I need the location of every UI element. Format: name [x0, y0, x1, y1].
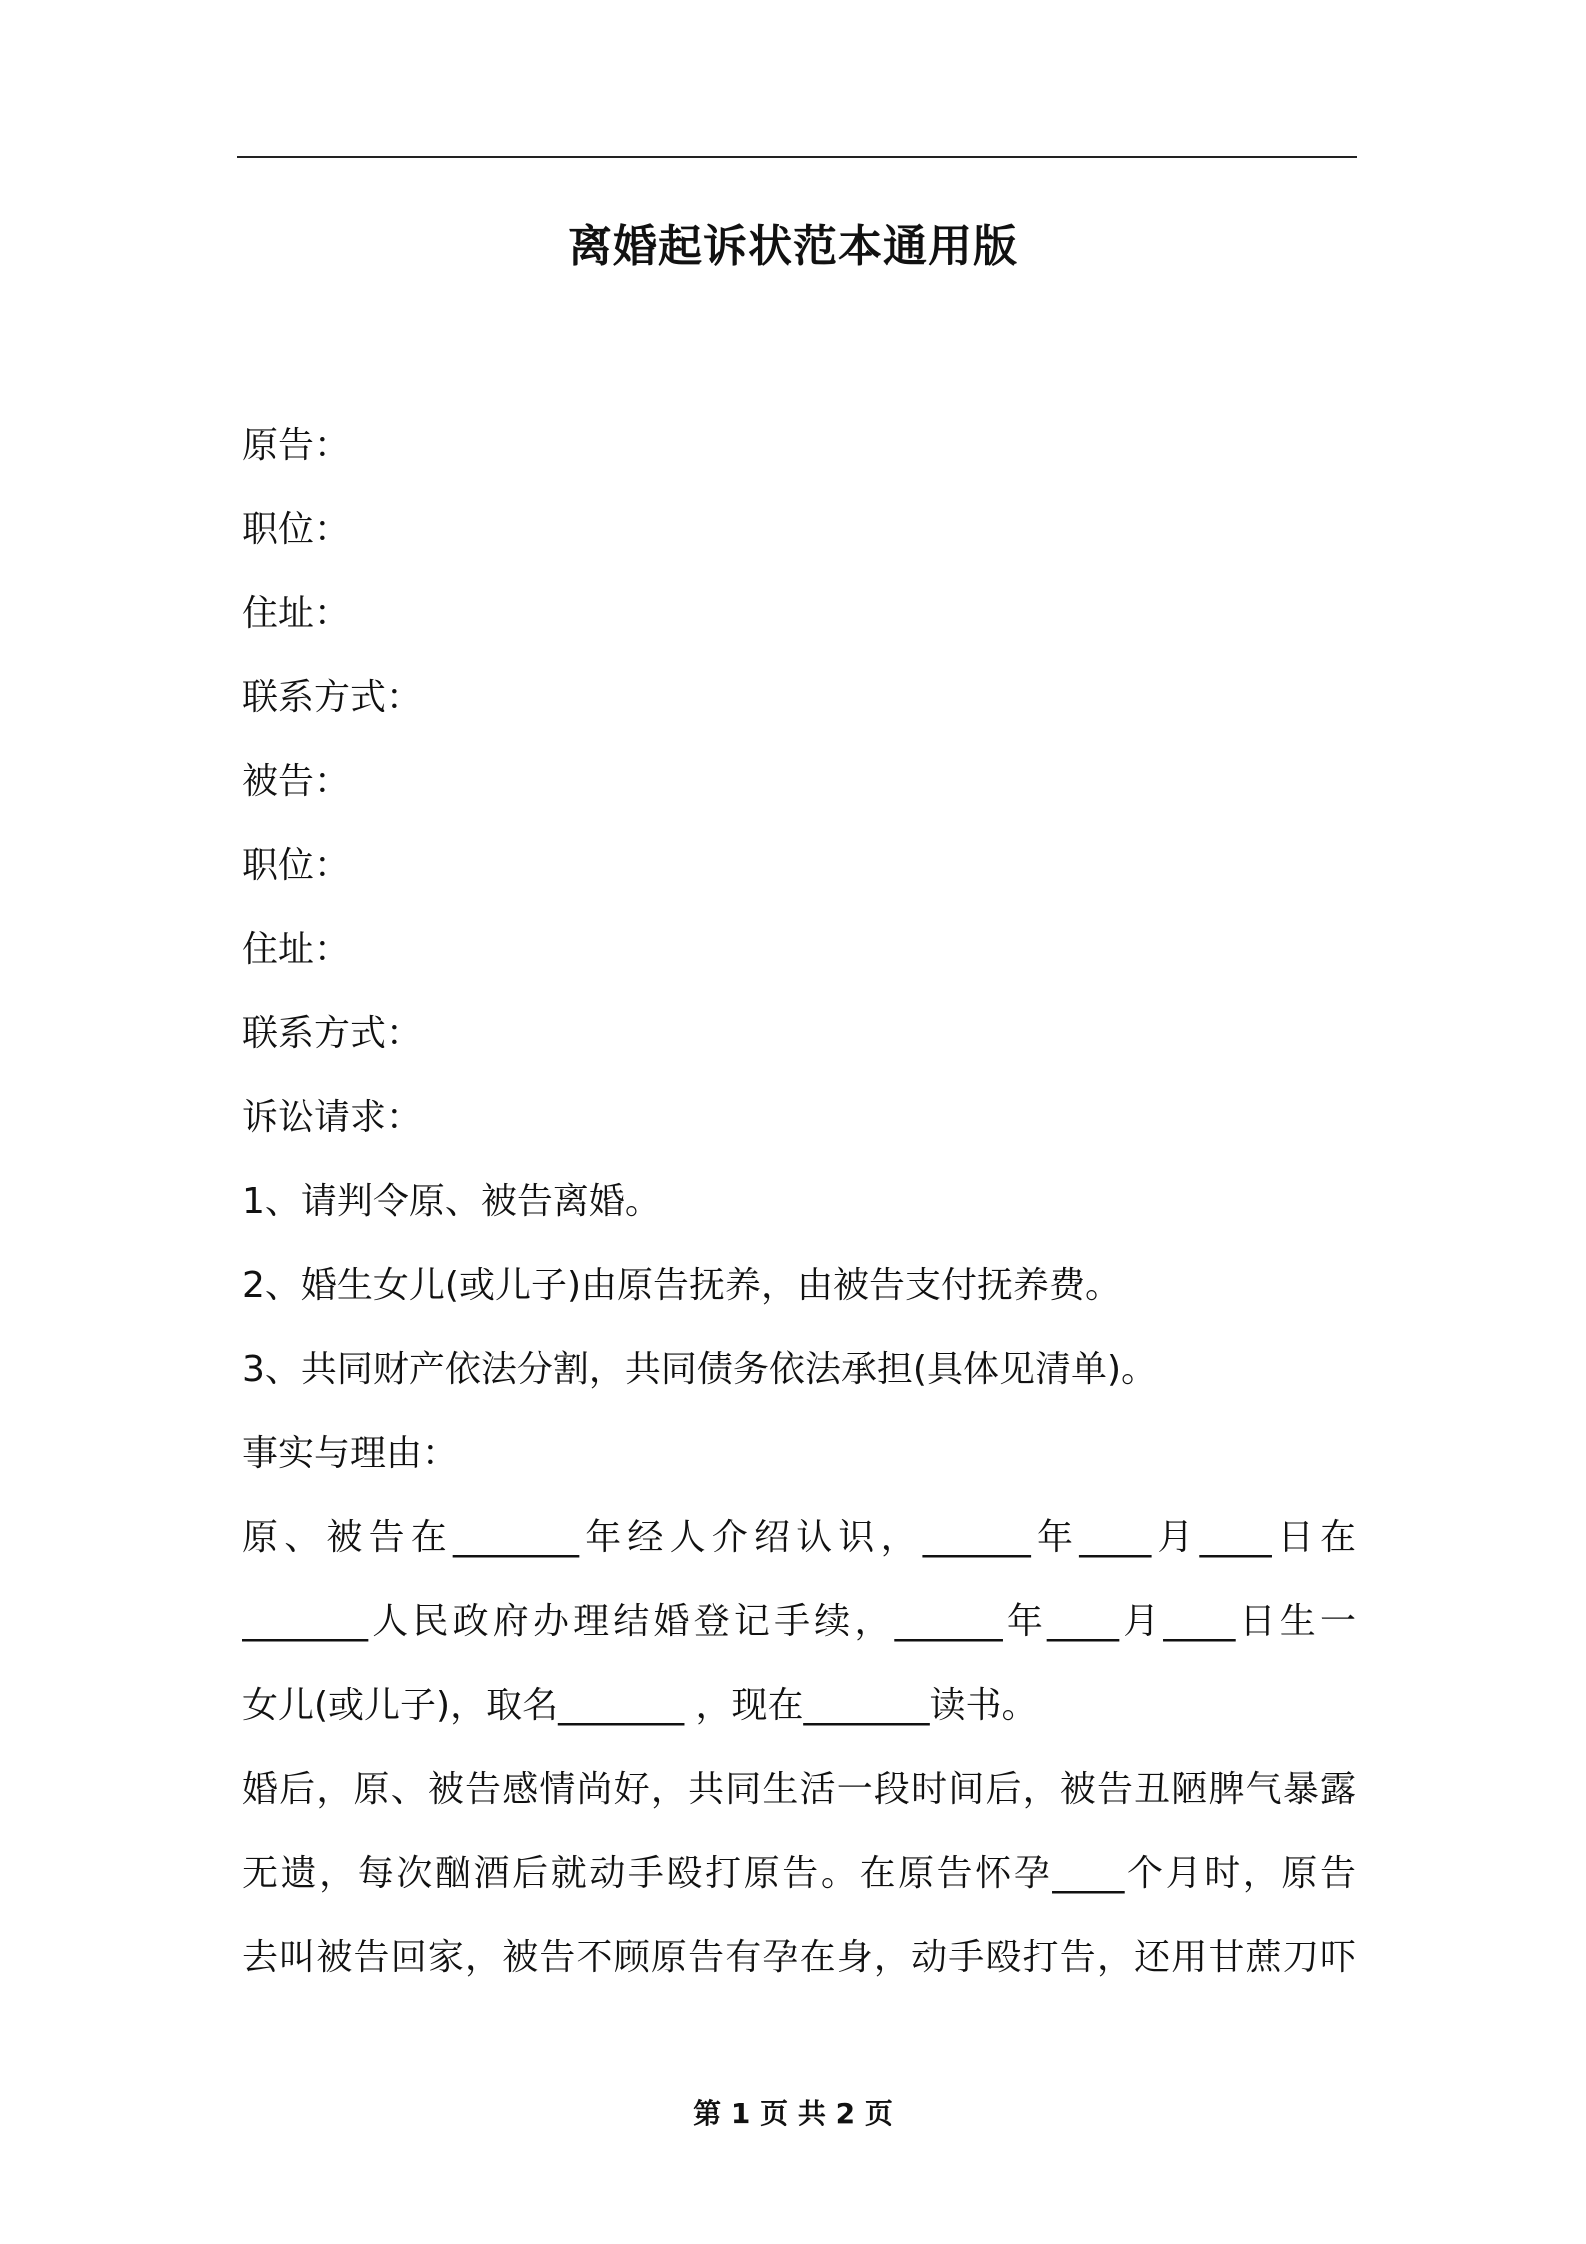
claim-item: 1、请判令原、被告离婚。	[242, 1181, 661, 1222]
plaintiff-address-label: 住址：	[242, 593, 351, 634]
defendant-position-label: 职位：	[242, 845, 351, 886]
facts-paragraph-line: 无遗，每次酗酒后就动手殴打原告。在原告怀孕____个月时，原告	[242, 1853, 1356, 1894]
claim-item: 2、婚生女儿(或儿子)由原告抚养，由被告支付抚养费。	[242, 1265, 1121, 1306]
claims-heading: 诉讼请求：	[242, 1097, 423, 1138]
document-title: 离婚起诉状范本通用版	[568, 221, 1018, 272]
facts-paragraph-line: 婚后，原、被告感情尚好，共同生活一段时间后，被告丑陋脾气暴露	[242, 1769, 1356, 1810]
plaintiff-label: 原告：	[242, 425, 351, 466]
plaintiff-contact-label: 联系方式：	[242, 677, 423, 718]
header-rule	[237, 156, 1357, 158]
facts-paragraph-line: 女儿(或儿子)，取名_______ ，现在_______读书。	[242, 1685, 1038, 1726]
defendant-label: 被告：	[242, 761, 351, 802]
claim-item: 3、共同财产依法分割，共同债务依法承担(具体见清单)。	[242, 1349, 1157, 1390]
document-body	[242, 404, 1356, 2000]
page-number-footer: 第 1 页 共 2 页	[693, 2097, 893, 2130]
facts-heading: 事实与理由：	[242, 1433, 459, 1474]
facts-paragraph-line: 去叫被告回家，被告不顾原告有孕在身，动手殴打告，还用甘蔗刀吓	[242, 1937, 1356, 1978]
defendant-address-label: 住址：	[242, 929, 351, 970]
defendant-contact-label: 联系方式：	[242, 1013, 423, 1054]
plaintiff-position-label: 职位：	[242, 509, 351, 550]
facts-paragraph-line: 原、被告在_______年经人介绍认识，______年____月____日在	[242, 1517, 1356, 1558]
facts-paragraph-line: _______人民政府办理结婚登记手续，______年____月____日生一	[242, 1601, 1356, 1642]
